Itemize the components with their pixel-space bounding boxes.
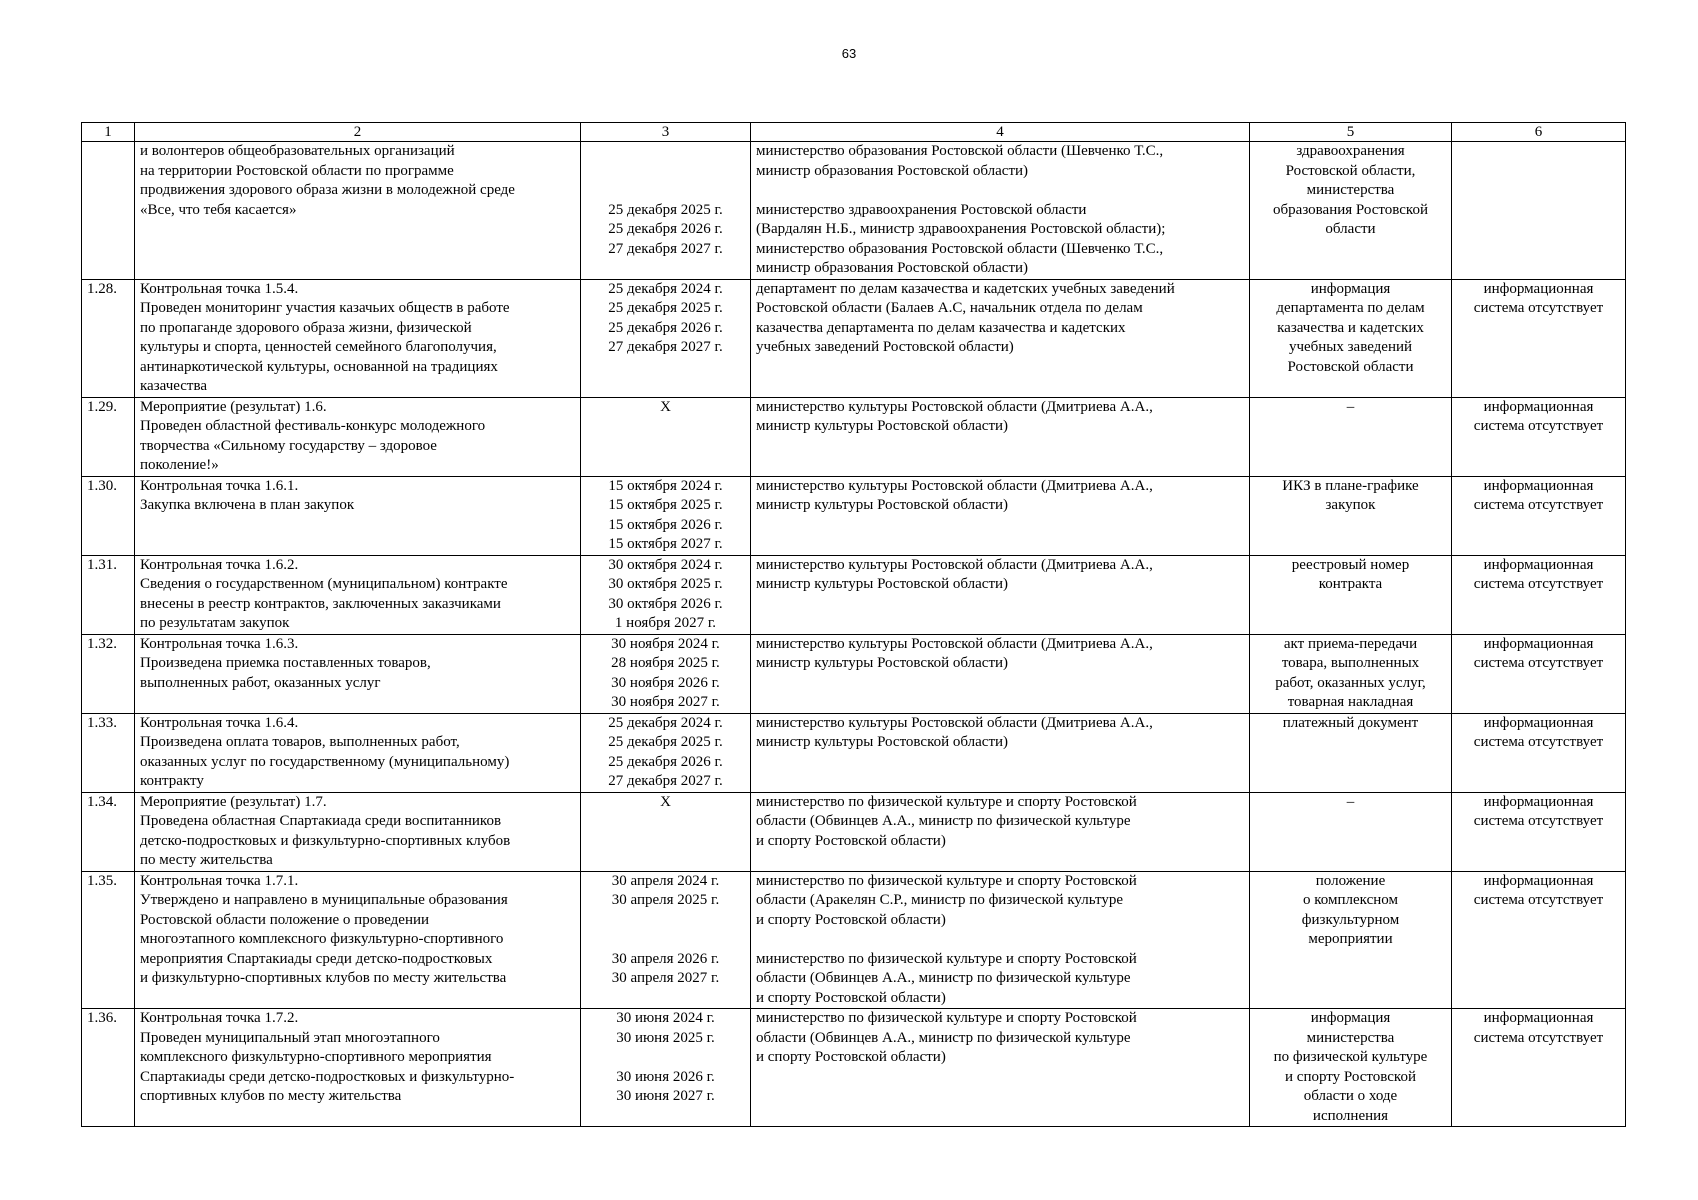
information-system-cell bbox=[1452, 397, 1626, 476]
deadline-dates-line: 25 декабря 2025 г. bbox=[608, 201, 723, 218]
event-description-cell bbox=[135, 397, 581, 476]
event-description-line: Сведения о государственном (муниципальном) контракте bbox=[140, 576, 508, 592]
event-description-cell bbox=[135, 1009, 581, 1127]
confirming-document-cell bbox=[1250, 792, 1452, 871]
deadline-dates-line: 15 октября 2026 г. bbox=[608, 516, 723, 533]
information-system-line: информационная bbox=[1483, 714, 1594, 731]
confirming-document-cell bbox=[1250, 634, 1452, 713]
responsible-executor-line: министр культуры Ростовской области) bbox=[756, 734, 1009, 750]
event-description-line: выполненных работ, оказанных услуг bbox=[140, 674, 381, 691]
deadline-dates-line: X bbox=[660, 793, 671, 810]
deadline-dates-line: 30 апреля 2024 г. bbox=[611, 872, 720, 889]
confirming-document-line: по физической культуре bbox=[1273, 1049, 1428, 1065]
information-system-line: система отсутствует bbox=[1473, 300, 1604, 316]
column-header: 1 bbox=[82, 123, 135, 142]
confirming-document-line: товара, выполненных bbox=[1281, 655, 1420, 671]
information-system-cell bbox=[1452, 713, 1626, 792]
confirming-document-line: информация bbox=[1310, 1010, 1391, 1026]
responsible-executor-cell bbox=[751, 279, 1250, 397]
information-system-line: информационная bbox=[1483, 280, 1594, 297]
responsible-executor-line: министерство здравоохранения Ростовской области bbox=[756, 201, 1087, 218]
deadline-dates-line: 30 ноября 2027 г. bbox=[611, 694, 720, 710]
table-row bbox=[82, 634, 1626, 713]
confirming-document-cell bbox=[1250, 871, 1452, 1009]
information-system-line: информационная bbox=[1483, 1010, 1594, 1026]
event-description-line: Проведен областной фестиваль-конкурс молодежного bbox=[140, 418, 486, 434]
page-number: 63 bbox=[841, 46, 857, 61]
event-description-line: Утверждено и направлено в муниципальные образования bbox=[140, 892, 508, 908]
responsible-executor-line: (Вардалян Н.Б., министр здравоохранения Ростовской области); bbox=[756, 221, 1166, 237]
confirming-document-line: министерства bbox=[1306, 1029, 1395, 1046]
confirming-document-cell bbox=[1250, 476, 1452, 555]
responsible-executor-cell bbox=[751, 555, 1250, 634]
responsible-executor-line: области (Обвинцев А.А., министр по физической культуре bbox=[756, 813, 1131, 829]
responsible-executor-line: области (Обвинцев А.А., министр по физической культуре bbox=[756, 1029, 1131, 1046]
confirming-document-line: учебных заведений bbox=[1288, 339, 1413, 355]
row-number-cell: 1.33. bbox=[82, 713, 135, 792]
responsible-executor-line: министерство культуры Ростовской области (Дмитриева А.А., bbox=[756, 635, 1153, 652]
confirming-document-line: мероприятии bbox=[1308, 931, 1393, 947]
deadline-dates-line bbox=[586, 142, 745, 162]
responsible-executor-line: министерство культуры Ростовской области (Дмитриева А.А., bbox=[756, 714, 1153, 731]
event-description-line: по результатам закупок bbox=[140, 615, 290, 631]
confirming-document-line: реестровый номер bbox=[1291, 556, 1410, 573]
responsible-executor-line: министр культуры Ростовской области) bbox=[756, 418, 1009, 434]
row-number-cell: 1.36. bbox=[82, 1009, 135, 1127]
event-description-line: многоэтапного комплексного физкультурно-спортивного bbox=[140, 931, 504, 947]
responsible-executor-cell bbox=[751, 476, 1250, 555]
confirming-document-line: – bbox=[1346, 793, 1355, 810]
deadline-dates-line: 30 апреля 2026 г. bbox=[611, 950, 720, 967]
deadline-dates-line: 25 декабря 2026 г. bbox=[608, 319, 723, 336]
event-description-line: Контрольная точка 1.6.4. bbox=[140, 714, 299, 731]
deadline-dates-line: 25 декабря 2024 г. bbox=[608, 714, 723, 731]
event-description-line: спортивных клубов по месту жительства bbox=[140, 1088, 402, 1104]
deadline-dates-line bbox=[586, 162, 745, 182]
confirming-document-cell bbox=[1250, 279, 1452, 397]
row-number-cell: 1.29. bbox=[82, 397, 135, 476]
responsible-executor-line: министерство культуры Ростовской области (Дмитриева А.А., bbox=[756, 477, 1153, 494]
event-description-line: Мероприятие (результат) 1.7. bbox=[140, 793, 327, 810]
event-description-line: Контрольная точка 1.7.1. bbox=[140, 872, 299, 889]
deadline-dates-line: 30 ноября 2026 г. bbox=[611, 674, 720, 691]
table-row bbox=[82, 142, 1626, 280]
information-system-line: система отсутствует bbox=[1473, 576, 1604, 592]
event-description-line: Контрольная точка 1.6.2. bbox=[140, 556, 299, 573]
table-row bbox=[82, 476, 1626, 555]
responsible-executor-line bbox=[756, 930, 1244, 950]
event-description-line: антинаркотической культуры, основанной на традициях bbox=[140, 358, 498, 375]
confirming-document-line: контракта bbox=[1318, 576, 1383, 592]
responsible-executor-cell bbox=[751, 871, 1250, 1009]
confirming-document-line: казачества и кадетских bbox=[1277, 319, 1424, 336]
responsible-executor-line: министерство по физической культуре и спорту Ростовской bbox=[756, 1010, 1137, 1026]
event-description-line: Контрольная точка 1.6.1. bbox=[140, 477, 299, 494]
event-description-line: оказанных услуг по государственному (муниципальному) bbox=[140, 753, 510, 770]
confirming-document-line: образования Ростовской bbox=[1273, 201, 1428, 218]
information-system-line: система отсутствует bbox=[1473, 813, 1604, 829]
row-number-cell bbox=[82, 142, 135, 280]
deadline-dates-line: 25 декабря 2026 г. bbox=[608, 753, 723, 770]
information-system-cell bbox=[1452, 279, 1626, 397]
header-row bbox=[82, 123, 1626, 142]
deadline-dates-line: 15 октября 2025 г. bbox=[608, 497, 723, 513]
table-row bbox=[82, 279, 1626, 397]
confirming-document-line: товарная накладная bbox=[1287, 694, 1414, 710]
event-description-line: Закупка включена в план закупок bbox=[140, 497, 355, 513]
deadline-dates-cell bbox=[581, 634, 751, 713]
responsible-executor-line: и спорту Ростовской области) bbox=[756, 911, 946, 928]
responsible-executor-line: и спорту Ростовской области) bbox=[756, 1049, 946, 1065]
deadline-dates-cell bbox=[581, 142, 751, 280]
event-description-line: Мероприятие (результат) 1.6. bbox=[140, 398, 327, 415]
event-description-line: Контрольная точка 1.6.3. bbox=[140, 635, 299, 652]
responsible-executor-cell bbox=[751, 1009, 1250, 1127]
deadline-dates-line: 30 июня 2027 г. bbox=[616, 1088, 715, 1104]
table-row bbox=[82, 1009, 1626, 1127]
responsible-executor-line: министр культуры Ростовской области) bbox=[756, 497, 1009, 513]
event-description-line: Проведена областная Спартакиада среди воспитанников bbox=[140, 813, 502, 829]
event-description-line: Контрольная точка 1.5.4. bbox=[140, 280, 299, 297]
deadline-dates-cell bbox=[581, 397, 751, 476]
information-system-cell bbox=[1452, 142, 1626, 280]
information-system-line: информационная bbox=[1483, 872, 1594, 889]
responsible-executor-line: министерство культуры Ростовской области (Дмитриева А.А., bbox=[756, 556, 1153, 573]
information-system-line: система отсутствует bbox=[1473, 418, 1604, 434]
deadline-dates-line: 1 ноября 2027 г. bbox=[614, 615, 717, 631]
confirming-document-line: закупок bbox=[1325, 497, 1376, 513]
event-description-line: Ростовской области положение о проведении bbox=[140, 911, 430, 928]
responsible-executor-cell bbox=[751, 397, 1250, 476]
event-description-cell bbox=[135, 792, 581, 871]
table-row bbox=[82, 871, 1626, 1009]
event-description-line: мероприятия Спартакиады среди детско-подростковых bbox=[140, 950, 493, 967]
responsible-executor-line: министерство по физической культуре и спорту Ростовской bbox=[756, 950, 1137, 967]
deadline-dates-cell bbox=[581, 555, 751, 634]
responsible-executor-line: департамент по делам казачества и кадетских учебных заведений bbox=[756, 280, 1175, 297]
event-description-line: и волонтеров общеобразовательных организаций bbox=[140, 143, 455, 159]
event-description-line: продвижения здорового образа жизни в молодежной среде bbox=[140, 182, 515, 198]
column-header: 3 bbox=[581, 123, 751, 142]
deadline-dates-line bbox=[586, 930, 745, 950]
confirming-document-line: области bbox=[1325, 221, 1376, 237]
row-number-cell: 1.30. bbox=[82, 476, 135, 555]
information-system-line: информационная bbox=[1483, 477, 1594, 494]
responsible-executor-line: министерство образования Ростовской области (Шевченко Т.С., bbox=[756, 240, 1164, 257]
deadline-dates-line: 30 октября 2026 г. bbox=[608, 595, 723, 612]
table-row bbox=[82, 555, 1626, 634]
deadline-dates-cell bbox=[581, 792, 751, 871]
deadline-dates-cell bbox=[581, 871, 751, 1009]
event-description-line: по пропаганде здорового образа жизни, физической bbox=[140, 319, 472, 336]
confirming-document-line: платежный документ bbox=[1282, 714, 1419, 731]
deadline-dates-line: 30 ноября 2024 г. bbox=[611, 635, 720, 652]
responsible-executor-line: и спорту Ростовской области) bbox=[756, 832, 946, 849]
confirming-document-cell bbox=[1250, 713, 1452, 792]
event-description-cell bbox=[135, 634, 581, 713]
event-description-line: контракту bbox=[140, 773, 204, 789]
confirming-document-line: о комплексном bbox=[1303, 892, 1398, 908]
event-description-cell bbox=[135, 476, 581, 555]
event-description-line: Произведена приемка поставленных товаров, bbox=[140, 655, 431, 671]
information-system-line: система отсутствует bbox=[1473, 1029, 1604, 1046]
confirming-document-line: положение bbox=[1315, 872, 1386, 889]
information-system-cell bbox=[1452, 792, 1626, 871]
event-description-line: культуры и спорта, ценностей семейного благополучия, bbox=[140, 339, 497, 355]
deadline-dates-cell bbox=[581, 476, 751, 555]
responsible-executor-line: министр образования Ростовской области) bbox=[756, 162, 1029, 179]
event-description-line: Произведена оплата товаров, выполненных работ, bbox=[140, 734, 460, 750]
event-description-cell bbox=[135, 142, 581, 280]
information-system-line: система отсутствует bbox=[1473, 655, 1604, 671]
confirming-document-line: работ, оказанных услуг, bbox=[1275, 674, 1426, 691]
event-description-line: творчества «Сильному государству – здоровое bbox=[140, 437, 437, 454]
deadline-dates-cell bbox=[581, 279, 751, 397]
information-system-cell bbox=[1452, 1009, 1626, 1127]
information-system-cell bbox=[1452, 555, 1626, 634]
confirming-document-cell bbox=[1250, 555, 1452, 634]
event-description-line: по месту жительства bbox=[140, 852, 273, 868]
deadline-dates-line bbox=[586, 1048, 745, 1068]
confirming-document-line: физкультурном bbox=[1301, 911, 1400, 928]
confirming-document-cell bbox=[1250, 1009, 1452, 1127]
table-row bbox=[82, 713, 1626, 792]
event-description-line: «Все, что тебя касается» bbox=[140, 201, 297, 218]
column-header: 6 bbox=[1452, 123, 1626, 142]
confirming-document-cell bbox=[1250, 142, 1452, 280]
column-header: 5 bbox=[1250, 123, 1452, 142]
event-description-cell bbox=[135, 279, 581, 397]
deadline-dates-line: 30 октября 2024 г. bbox=[608, 556, 723, 573]
responsible-executor-line: министр культуры Ростовской области) bbox=[756, 576, 1009, 592]
event-description-line: комплексного физкультурно-спортивного мероприятия bbox=[140, 1049, 492, 1065]
deadline-dates-line: 30 апреля 2027 г. bbox=[611, 970, 720, 986]
information-system-line: информационная bbox=[1483, 398, 1594, 415]
event-description-line: Спартакиады среди детско-подростковых и физкультурно- bbox=[140, 1068, 515, 1085]
deadline-dates-line: 30 июня 2024 г. bbox=[616, 1010, 715, 1026]
deadline-dates-line: 15 октября 2027 г. bbox=[608, 536, 723, 552]
event-description-cell bbox=[135, 713, 581, 792]
responsible-executor-line: области (Аракелян С.Р., министр по физической культуре bbox=[756, 892, 1124, 908]
event-description-line: Контрольная точка 1.7.2. bbox=[140, 1010, 299, 1026]
event-description-line: поколение!» bbox=[140, 457, 219, 473]
deadline-dates-line: 25 декабря 2024 г. bbox=[608, 280, 723, 297]
information-system-line: система отсутствует bbox=[1473, 497, 1604, 513]
deadline-dates-line: 30 апреля 2025 г. bbox=[611, 892, 720, 908]
deadline-dates-line bbox=[586, 181, 745, 201]
responsible-executor-line: учебных заведений Ростовской области) bbox=[756, 339, 1014, 355]
responsible-executor-line: министр образования Ростовской области) bbox=[756, 260, 1029, 276]
responsible-executor-cell bbox=[751, 792, 1250, 871]
responsible-executor-line: области (Обвинцев А.А., министр по физической культуре bbox=[756, 970, 1131, 986]
column-header: 2 bbox=[135, 123, 581, 142]
confirming-document-cell bbox=[1250, 397, 1452, 476]
confirming-document-line: Ростовской области bbox=[1287, 358, 1414, 375]
deadline-dates-line: 25 декабря 2025 г. bbox=[608, 734, 723, 750]
deadline-dates-line bbox=[586, 911, 745, 931]
information-system-cell bbox=[1452, 476, 1626, 555]
responsible-executor-cell bbox=[751, 142, 1250, 280]
event-description-line: казачества bbox=[140, 378, 208, 394]
confirming-document-line: акт приема-передачи bbox=[1283, 635, 1418, 652]
responsible-executor-line: министерство по физической культуре и спорту Ростовской bbox=[756, 793, 1137, 810]
responsible-executor-cell bbox=[751, 713, 1250, 792]
confirming-document-line: департамента по делам bbox=[1276, 300, 1425, 316]
confirming-document-line: Ростовской области, bbox=[1285, 162, 1416, 179]
deadline-dates-line: 25 декабря 2025 г. bbox=[608, 300, 723, 316]
confirming-document-line: ИКЗ в плане-графике bbox=[1282, 477, 1419, 494]
responsible-executor-line: министерство культуры Ростовской области (Дмитриева А.А., bbox=[756, 398, 1153, 415]
responsible-executor-line: казачества департамента по делам казачества и кадетских bbox=[756, 319, 1126, 336]
event-description-line: детско-подростковых и физкультурно-спортивных клубов bbox=[140, 832, 511, 849]
event-description-cell bbox=[135, 871, 581, 1009]
deadline-dates-line: X bbox=[660, 398, 671, 415]
information-system-line: информационная bbox=[1483, 635, 1594, 652]
deadline-dates-line: 30 июня 2026 г. bbox=[616, 1068, 715, 1085]
event-description-line: Проведен мониторинг участия казачьих обществ в работе bbox=[140, 300, 510, 316]
deadline-dates-line: 27 декабря 2027 г. bbox=[608, 240, 723, 257]
row-number-cell: 1.35. bbox=[82, 871, 135, 1009]
confirming-document-line: области о ходе bbox=[1303, 1088, 1398, 1104]
information-system-line: система отсутствует bbox=[1473, 892, 1604, 908]
deadline-dates-line: 27 декабря 2027 г. bbox=[608, 773, 723, 789]
deadline-dates-line: 15 октября 2024 г. bbox=[608, 477, 723, 494]
plan-table bbox=[81, 122, 1626, 1127]
event-description-line: внесены в реестр контрактов, заключенных заказчиками bbox=[140, 595, 501, 612]
event-description-line: на территории Ростовской области по программе bbox=[140, 162, 454, 179]
deadline-dates-line: 27 декабря 2027 г. bbox=[608, 339, 723, 355]
information-system-cell bbox=[1452, 634, 1626, 713]
confirming-document-line: информация bbox=[1310, 280, 1391, 297]
event-description-line: и физкультурно-спортивных клубов по месту жительства bbox=[140, 970, 507, 986]
information-system-cell bbox=[1452, 871, 1626, 1009]
row-number-cell: 1.28. bbox=[82, 279, 135, 397]
responsible-executor-line: Ростовской области (Балаев А.С, начальник отдела по делам bbox=[756, 300, 1143, 316]
event-description-cell bbox=[135, 555, 581, 634]
information-system-line: информационная bbox=[1483, 556, 1594, 573]
deadline-dates-cell bbox=[581, 1009, 751, 1127]
confirming-document-line: здравоохранения bbox=[1296, 143, 1405, 159]
deadline-dates-line: 30 июня 2025 г. bbox=[616, 1029, 715, 1046]
responsible-executor-line: министерство образования Ростовской области (Шевченко Т.С., bbox=[756, 143, 1164, 159]
responsible-executor-line bbox=[756, 181, 1244, 201]
information-system-line: информационная bbox=[1483, 793, 1594, 810]
deadline-dates-line: 28 ноября 2025 г. bbox=[611, 655, 720, 671]
event-description-line: Проведен муниципальный этап многоэтапного bbox=[140, 1029, 440, 1046]
row-number-cell: 1.34. bbox=[82, 792, 135, 871]
confirming-document-line: министерства bbox=[1306, 182, 1395, 198]
responsible-executor-line: министерство по физической культуре и спорту Ростовской bbox=[756, 872, 1137, 889]
responsible-executor-line: и спорту Ростовской области) bbox=[756, 989, 946, 1006]
confirming-document-line: – bbox=[1346, 398, 1355, 415]
responsible-executor-line: министр культуры Ростовской области) bbox=[756, 655, 1009, 671]
confirming-document-line: исполнения bbox=[1312, 1107, 1389, 1124]
information-system-line: система отсутствует bbox=[1473, 734, 1604, 750]
deadline-dates-line: 30 октября 2025 г. bbox=[608, 576, 723, 592]
responsible-executor-cell bbox=[751, 634, 1250, 713]
table-row bbox=[82, 397, 1626, 476]
deadline-dates-line: 25 декабря 2026 г. bbox=[608, 221, 723, 237]
table-row bbox=[82, 792, 1626, 871]
row-number-cell: 1.31. bbox=[82, 555, 135, 634]
deadline-dates-cell bbox=[581, 713, 751, 792]
confirming-document-line: и спорту Ростовской bbox=[1285, 1068, 1416, 1085]
row-number-cell: 1.32. bbox=[82, 634, 135, 713]
column-header: 4 bbox=[751, 123, 1250, 142]
